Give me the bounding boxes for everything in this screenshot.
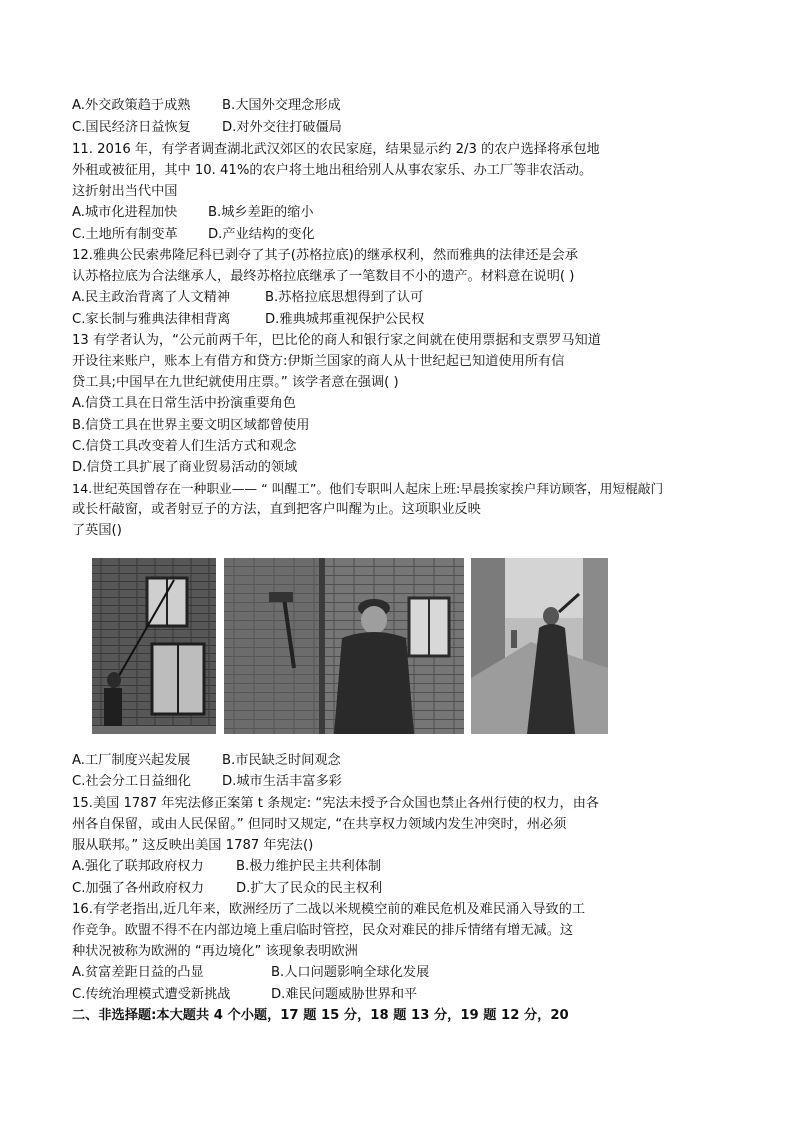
q11-option-b: B.城乡差距的缩小	[208, 205, 314, 220]
question-15-text: 州各自保留，或由人民保留。” 但同时又规定, “在共享权力领域内发生冲突时，州必须	[72, 817, 567, 832]
q14-option-d: D.城市生活丰富多彩	[222, 774, 342, 789]
option-d: D.对外交往打破僵局	[222, 120, 342, 135]
question-15-text: 15.美国 1787 年宪法修正案第 t 条规定: “宪法未授予合众国也禁止各州行使的权力，由各	[72, 796, 600, 811]
option-a: A.外交政策趋于成熟	[72, 98, 191, 113]
q14-option-a: A.工厂制度兴起发展	[72, 753, 191, 768]
q14-option-b: B.市民缺乏时间观念	[222, 753, 341, 768]
q15-option-d: D.扩大了民众的民主权利	[236, 881, 383, 896]
question-14-text: 或长杆敲窗，或者射豆子的方法，直到把客户叫醒为止。这项职业反映	[72, 502, 481, 517]
q12-option-d: D.雅典城邦重视保护公民权	[265, 312, 425, 327]
q13-option-a: A.信贷工具在日常生活中扮演重要角色	[72, 396, 296, 411]
question-13-text: 贷工具;中国早在九世纪就使用庄票。” 该学者意在强调( )	[72, 375, 399, 390]
q13-option-c: C.信贷工具改变着人们生活方式和观念	[72, 439, 297, 454]
q16-option-d: D.难民问题威胁世界和平	[271, 987, 418, 1002]
question-11-text: 11. 2016 年，有学者调查湖北武汉郊区的农民家庭，结果显示约 2/3 的农户选择将承包地	[72, 142, 600, 157]
option-line	[72, 96, 190, 116]
q14-option-c: C.社会分工日益细化	[72, 774, 191, 789]
question-12-text: 认苏格拉底为合法继承人，最终苏格拉底继承了一笔数目不小的遗产。材料意在说明( )	[72, 269, 575, 284]
q11-option-a: A.城市化进程加快	[72, 205, 178, 220]
q12-option-b: B.苏格拉底思想得到了认可	[265, 290, 424, 305]
q12-option-c: C.家长制与雅典法律相背离	[72, 312, 231, 327]
q12-option-a: A.民主政治背离了人文精神	[72, 290, 231, 305]
question-13-text: 13 有学者认为，“公元前两千年，巴比伦的商人和银行家之间就在使用票据和支票罗马知道	[72, 333, 601, 348]
q13-option-d: D.信贷工具扩展了商业贸易活动的领域	[72, 460, 298, 475]
q11-option-d: D.产业结构的变化	[208, 227, 315, 242]
question-14-text: 14.世纪英国曾存在一种职业—— “ 叫醒工”。他们专职叫人起床上班:早晨挨家挨户拜访顾客，用短棍敲门	[72, 481, 664, 496]
q16-option-b: B.人口问题影响全球化发展	[271, 965, 430, 980]
question-16-text: 16.有学老指出,近几年来，欧洲经历了二战以米规模空前的难民危机及难民涌入导致的工	[72, 902, 586, 917]
q16-option-a: A.贫富差距日益的凸显	[72, 965, 204, 980]
question-16-text: 种状况被称为欧洲的 “再边境化” 该现象表明欧洲	[72, 944, 358, 959]
photo-pole-tapping-window	[92, 558, 216, 734]
question-14-text: 了英国()	[72, 523, 122, 538]
q13-option-b: B.信贷工具在世界主要文明区域都曾使用	[72, 418, 310, 433]
q16-option-c: C.传统治理模式遭受新挑战	[72, 987, 231, 1002]
question-11-text: 外租或被征用，其中 10. 41%的农户将土地出租给别人从事农家乐、办工厂等非农活动。	[72, 163, 593, 178]
question-13-text: 开设往来账户，账本上有借方和贷方:伊斯兰国家的商人从十世纪起已知道使用所有信	[72, 354, 565, 369]
option-c: C.国民经济日益恢复	[72, 120, 191, 135]
question-16-text: 作竞争。欧盟不得不在内部边境上重启临时管控，民众对难民的排斥情绪有增无减。这	[72, 923, 574, 938]
q15-option-a: A.强化了联邦政府权力	[72, 859, 204, 874]
q15-option-b: B.极力维护民主共利体制	[236, 859, 382, 874]
photo-woman-pea-shooter	[471, 558, 608, 734]
photo-man-with-stick	[224, 558, 464, 734]
q15-option-c: C.加强了各州政府权力	[72, 881, 205, 896]
section-heading: 二、非选择题:本大题共 4 个小题，17 题 15 分，18 题 13 分，19 题 12 分，20	[72, 1008, 569, 1023]
question-15-text: 服从联邦。” 这反映出美国 1787 年宪法()	[72, 838, 314, 853]
q11-option-c: C.土地所有制变革	[72, 227, 178, 242]
option-b: B.大国外交理念形成	[222, 98, 341, 113]
question-11-text: 这折射出当代中国	[72, 184, 178, 199]
question-12-text: 12.雅典公民索弗隆尼科已剥夺了其子(苏格拉底)的继承权利，然而雅典的法律还是会承	[72, 248, 579, 263]
